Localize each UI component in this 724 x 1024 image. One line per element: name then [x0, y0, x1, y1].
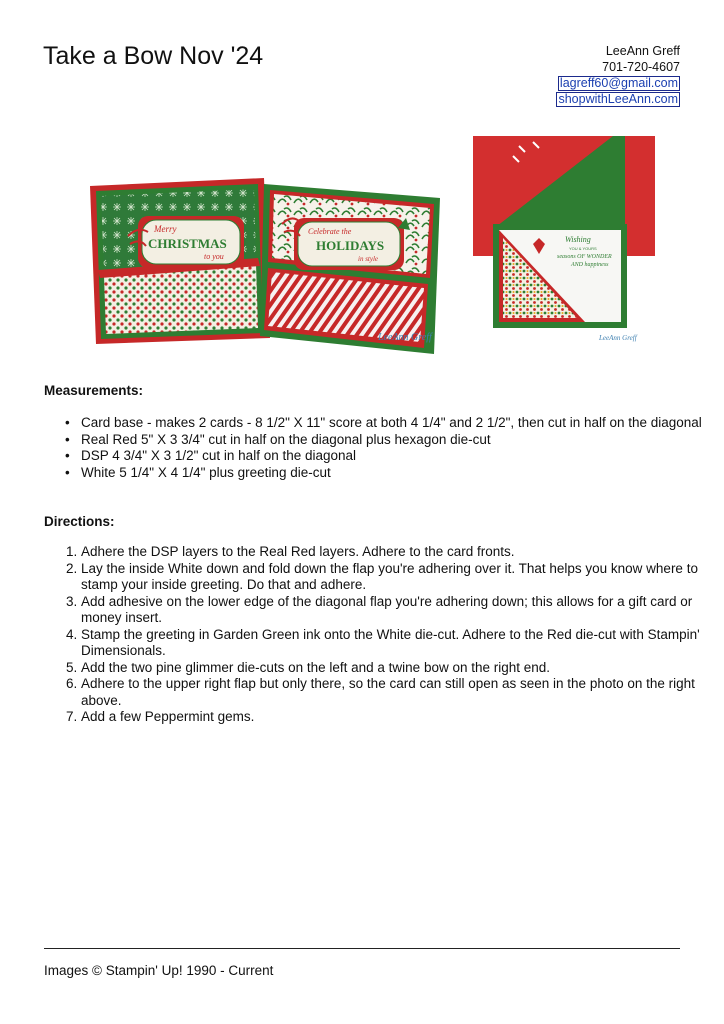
card-two-greeting-line3: in style [358, 255, 379, 263]
photo-two-cards [68, 158, 456, 366]
email-link[interactable]: lagreff60@gmail.com [559, 76, 678, 90]
measurement-item: • Real Red 5" X 3 3/4" cut in half on the diagonal plus hexagon die-cut [81, 432, 721, 449]
right-photo-signature: LeeAnn Greff [599, 334, 637, 342]
footer-divider [44, 948, 680, 949]
measurement-item: • DSP 4 3/4" X 3 1/2" cut in half on the diagonal [81, 448, 721, 465]
direction-step: 6. Adhere to the upper right flap but only there, so the card can still open as seen in the photo on the right above. [81, 676, 721, 709]
card-two-greeting-line2: HOLIDAYS [316, 238, 385, 253]
measurements-list [44, 415, 721, 481]
direction-step: 1. Adhere the DSP layers to the Real Red layers. Adhere to the card fronts. [81, 544, 721, 561]
card-one-greeting-line3: to you [204, 252, 224, 261]
measurements-heading: Measurements: [44, 383, 144, 398]
card-one-illustration [90, 178, 270, 344]
inside-greeting-line1: Wishing [565, 235, 591, 244]
contact-name: LeeAnn Greff [605, 44, 680, 58]
measurement-item: • Card base - makes 2 cards - 8 1/2" X 11" score at both 4 1/4" and 2 1/2", then cut in half on the diagonal [81, 415, 721, 432]
direction-step: 4. Stamp the greeting in Garden Green ink onto the White die-cut. Adhere to the Red die-cut with Stampin' Dimensionals. [81, 627, 721, 660]
directions-list [44, 544, 721, 726]
direction-step: 2. Lay the inside White down and fold down the flap you're adhering over it. That helps you know where to stamp your inside greeting. Do that and adhere. [81, 561, 721, 594]
contact-phone: 701-720-4607 [602, 60, 680, 74]
footer-copyright: Images © Stampin' Up! 1990 - Current [44, 963, 274, 978]
website-link[interactable]: shopwithLeeAnn.com [558, 92, 678, 106]
direction-step: 5. Add the two pine glimmer die-cuts on the left and a twine bow on the right end. [81, 660, 721, 677]
page-title: Take a Bow Nov '24 [43, 42, 264, 70]
photo-open-card [473, 136, 655, 352]
card-one-greeting-line1: Merry [154, 224, 177, 234]
direction-step: 7. Add a few Peppermint gems. [81, 709, 721, 726]
contact-block [556, 43, 680, 107]
inside-greeting-line2: YOU & YOURS [569, 246, 597, 251]
measurement-item: • White 5 1/4" X 4 1/4" plus greeting die-cut [81, 465, 721, 482]
direction-step: 3. Add adhesive on the lower edge of the diagonal flap you're adhering down; this allows for a gift card or money insert. [81, 594, 721, 627]
left-photo-signature: LeeAnn Greff [378, 332, 432, 343]
inside-greeting-line4: AND happiness [571, 262, 609, 268]
card-two-illustration [260, 184, 440, 354]
card-two-greeting-line1: Celebrate the [308, 227, 352, 236]
inside-greeting-line3: seasons OF WONDER [557, 254, 612, 260]
directions-heading: Directions: [44, 514, 115, 529]
card-one-greeting-line2: CHRISTMAS [148, 236, 227, 251]
